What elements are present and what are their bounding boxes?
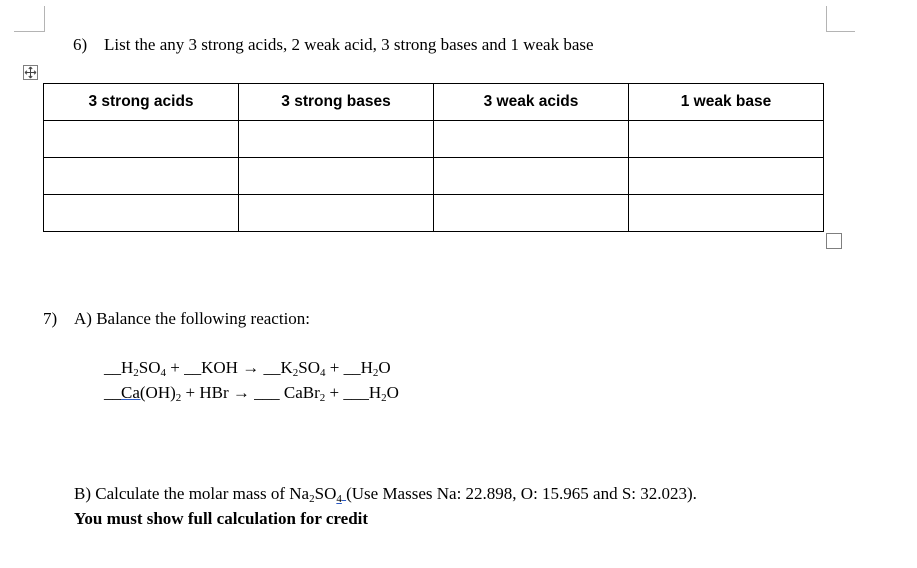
blank: __	[104, 383, 121, 402]
plus-sign: +	[166, 358, 185, 377]
question-7-number: 7)	[43, 309, 58, 328]
header-weak-base: 1 weak base	[629, 84, 824, 121]
arrow-icon: →	[242, 358, 260, 377]
subscript: 4	[319, 367, 326, 379]
table-cell[interactable]	[629, 195, 824, 232]
table-cell[interactable]	[239, 195, 434, 232]
table-cell[interactable]	[434, 121, 629, 158]
blank: __	[104, 358, 121, 377]
table-cell[interactable]	[434, 195, 629, 232]
table-row	[44, 121, 824, 158]
subscript: 2	[292, 367, 299, 379]
equation-2	[104, 383, 399, 403]
plus-sign: +	[325, 383, 344, 402]
subscript: 4	[160, 367, 167, 379]
table-cell[interactable]	[44, 158, 239, 195]
formula-text: OH)	[145, 383, 176, 402]
table-header-row	[44, 84, 824, 121]
subscript: 2	[175, 392, 182, 404]
blank: __	[343, 358, 361, 377]
subscript: 2	[372, 367, 379, 379]
question-7-part-b	[74, 484, 697, 504]
question-7-part-a	[43, 309, 310, 329]
table-cell[interactable]	[44, 121, 239, 158]
blank: ___	[249, 383, 284, 402]
formula-text: O	[378, 358, 391, 377]
acids-bases-table	[43, 83, 824, 232]
header-weak-acids: 3 weak acids	[434, 84, 629, 121]
subscript: 2	[133, 367, 139, 379]
table-cell[interactable]	[44, 195, 239, 232]
formula-text: H	[368, 383, 382, 402]
blank: __	[184, 358, 202, 377]
question-6	[73, 35, 594, 55]
question-6-text: List the any 3 strong acids, 2 weak acid, 3 strong bases and 1 weak base	[104, 35, 594, 54]
subscript: 2	[309, 493, 315, 505]
formula-text: CaBr	[283, 383, 320, 402]
subscript: 2	[319, 392, 326, 404]
formula-text: KOH	[201, 358, 243, 377]
header-strong-acids: 3 strong acids	[44, 84, 239, 121]
formula-text: K	[280, 358, 293, 377]
arrow-icon: →	[232, 383, 250, 402]
formula-text: O	[386, 383, 399, 402]
table-cell[interactable]	[239, 121, 434, 158]
page-corner-top-left	[14, 6, 45, 32]
subscript: 2	[381, 392, 387, 404]
table-move-handle-icon[interactable]	[23, 65, 38, 80]
table-cell[interactable]	[629, 158, 824, 195]
question-6-number: 6)	[73, 35, 88, 54]
equation-1	[104, 358, 391, 378]
credit-note: You must show full calculation for credit	[74, 509, 369, 528]
table-row	[44, 195, 824, 232]
subscript: 4	[336, 493, 342, 505]
table-cell[interactable]	[239, 158, 434, 195]
plus-sign: +	[325, 358, 344, 377]
formula-text: H	[121, 358, 134, 377]
table-cell[interactable]	[434, 158, 629, 195]
formula-text: H	[360, 358, 373, 377]
formula-text: Ca(	[121, 383, 146, 402]
plus-sign: + HBr	[181, 383, 233, 402]
blank: __	[259, 358, 281, 377]
formula-text: SO	[298, 358, 320, 377]
blank: ___	[343, 383, 369, 402]
part-b-text: SO	[314, 484, 337, 503]
table-cell[interactable]	[629, 121, 824, 158]
part-b-text: (Use Masses Na: 22.898, O: 15.965 and S: 32.023).	[346, 484, 697, 503]
part-b-text: B) Calculate the molar mass of Na	[74, 484, 310, 503]
header-strong-bases: 3 strong bases	[239, 84, 434, 121]
formula-text: SO	[138, 358, 161, 377]
page-corner-top-right	[826, 6, 855, 32]
table-resize-handle[interactable]	[826, 233, 842, 249]
part-a-text: A) Balance the following reaction:	[74, 309, 311, 328]
table-row	[44, 158, 824, 195]
